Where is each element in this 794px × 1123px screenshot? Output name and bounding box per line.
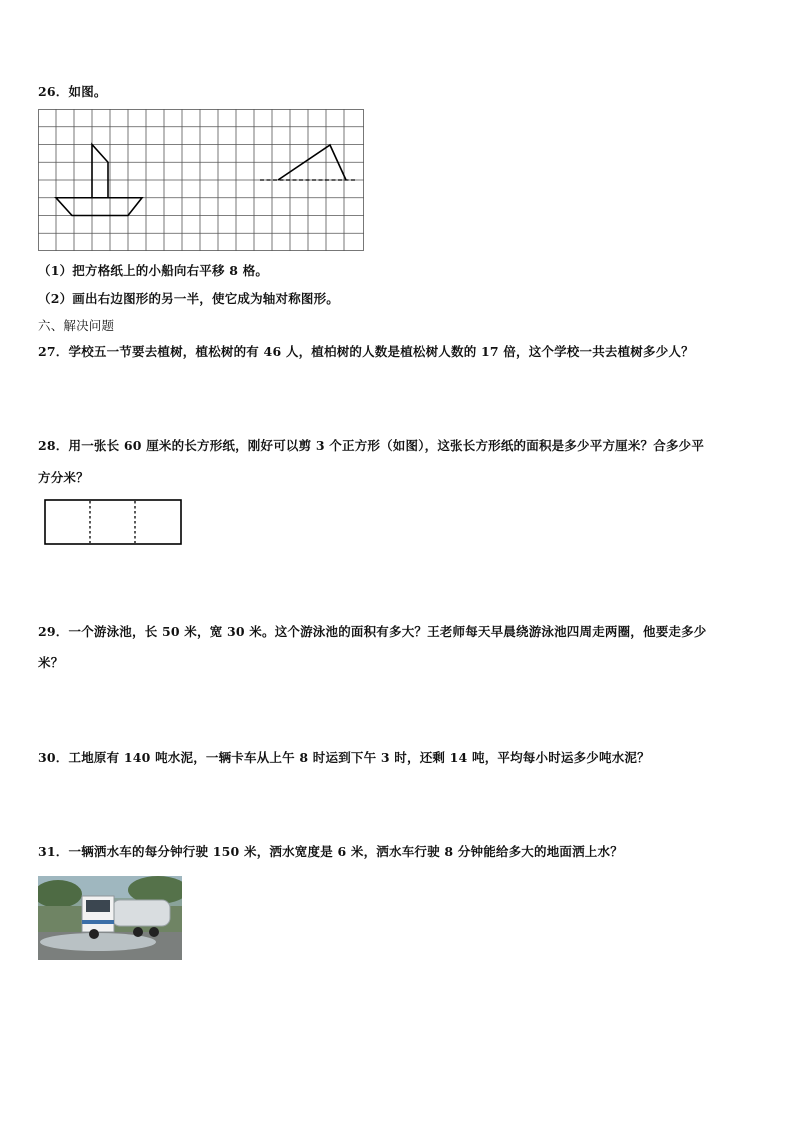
- q29-line2: 米？: [38, 655, 64, 670]
- front-wheel: [89, 929, 99, 939]
- water-tank: [112, 900, 170, 926]
- q29-line1: 29．一个游泳池，长 50 米，宽 30 米。这个游泳池的面积有多大？王老师每天早晨绕游泳池四周走两圈，他要走多少: [38, 624, 707, 639]
- sailboat-hull: [56, 198, 142, 216]
- water-truck-photo: [38, 876, 182, 960]
- rear-wheel-2: [149, 927, 159, 937]
- section-heading: 六、解决问题: [38, 318, 115, 333]
- q26-sub1: （1）把方格纸上的小船向右平移 8 格。: [38, 263, 269, 278]
- rectangle-figure: [44, 499, 184, 547]
- windshield: [86, 900, 110, 912]
- grid-figure: [38, 109, 364, 251]
- sailboat-sail: [92, 145, 108, 198]
- q28-line1: 28．用一张长 60 厘米的长方形纸，刚好可以剪 3 个正方形（如图），这张长方形纸的面积是多少平方厘米？合多少平: [38, 438, 705, 453]
- q28-line2: 方分米？: [38, 470, 89, 485]
- q26-sub2: （2）画出右边图形的另一半，使它成为轴对称图形。: [38, 291, 339, 306]
- q26-title: 26．如图。: [38, 84, 107, 99]
- q27-text: 27．学校五一节要去植树，植松树的有 46 人，植柏树的人数是植松树人数的 17 倍，这个学校一共去植树多少人？: [38, 344, 694, 359]
- q31-text: 31．一辆洒水车的每分钟行驶 150 米，洒水宽度是 6 米，洒水车行驶 8 分钟能给多大的地面洒上水？: [38, 844, 623, 859]
- paper-rectangle: [45, 500, 181, 544]
- q30-text: 30．工地原有 140 吨水泥，一辆卡车从上午 8 时运到下午 3 时，还剩 14 吨，平均每小时运多少吨水泥？: [38, 750, 650, 765]
- rear-wheel-1: [133, 927, 143, 937]
